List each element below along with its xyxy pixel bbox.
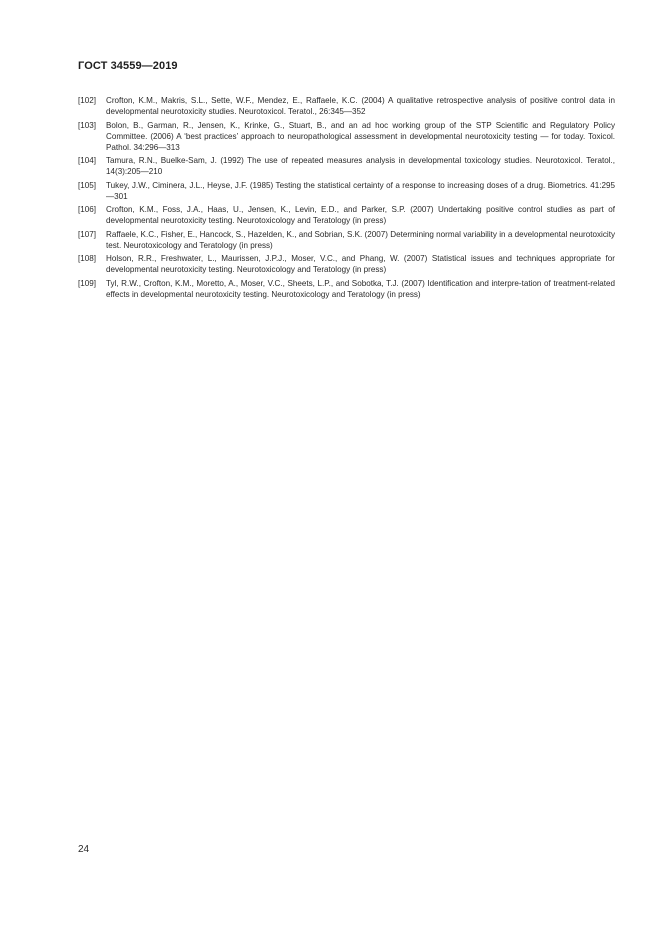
- reference-item: [78, 95, 615, 117]
- document-header: ГОСТ 34559—2019: [78, 60, 178, 72]
- reference-number: [105]: [78, 180, 97, 190]
- reference-number: [103]: [78, 120, 97, 130]
- reference-text: Tamura, R.N., Buelke-Sam, J. (1992) The use of repeated measures analysis in developmental toxicology studies. Neurotoxicol. Teratol., 14(3):205—210: [106, 156, 615, 176]
- reference-item: [78, 155, 615, 177]
- reference-item: [78, 278, 615, 300]
- reference-number: [109]: [78, 278, 97, 288]
- page-number: 24: [78, 844, 90, 855]
- reference-item: [78, 120, 615, 153]
- reference-item: [78, 180, 615, 202]
- reference-number: [104]: [78, 156, 97, 165]
- reference-number: [102]: [78, 96, 97, 105]
- reference-item: [78, 253, 615, 275]
- reference-item: [78, 204, 615, 226]
- reference-text: Crofton, K.M., Makris, S.L., Sette, W.F., Mendez, E., Raffaele, K.C. (2004) A qualitative retrospective analysis of positive control data in developmental neurotoxicity studies. Neurotoxicol. Teratol., 26:345—352: [106, 96, 615, 116]
- reference-text: Raffaele, K.C., Fisher, E., Hancock, S., Hazelden, K., and Sobrian, S.K. (2007) Determining normal variability in a developmental neurotoxicity test. Neurotoxicology and Teratology (in press): [106, 229, 615, 250]
- reference-number: [107]: [78, 229, 97, 239]
- reference-text: Bolon, B., Garman, R., Jensen, K., Krinke, G., Stuart, B., and an ad hoc working group of the STP Scientific and Regulatory Policy Committee. (2006) A ‘best practices’ approach to neuropathological assessment in developmental neurotoxicity testing — for today. Toxicol. Pathol. 34:296—313: [106, 120, 615, 152]
- reference-item: [78, 229, 615, 251]
- reference-text: Tyl, R.W., Crofton, K.M., Moretto, A., Moser, V.C., Sheets, L.P., and Sobotka, T.J. (2007) Identification and interpre-tation of treatment-related effects in developmental neurotoxicity testing. Neurotoxicology and Teratology (in press): [106, 278, 615, 299]
- reference-text: Tukey, J.W., Ciminera, J.L., Heyse, J.F. (1985) Testing the statistical certainty of a response to increasing doses of a drug. Biometrics. 41:295—301: [106, 180, 615, 201]
- reference-text: Crofton, K.M., Foss, J.A., Haas, U., Jensen, K., Levin, E.D., and Parker, S.P. (2007) Undertaking positive control studies as part of developmental neurotoxicity testing. Neurotoxicology and Teratology (in press): [106, 205, 615, 225]
- reference-number: [108]: [78, 254, 97, 263]
- reference-list: [78, 95, 615, 302]
- reference-text: Holson, R.R., Freshwater, L., Maurissen, J.P.J., Moser, V.C., and Phang, W. (2007) Statistical issues and techniques appropriate for developmental neurotoxicity testing. Neurotoxicology and Teratology (in press): [106, 254, 615, 274]
- reference-number: [106]: [78, 205, 97, 214]
